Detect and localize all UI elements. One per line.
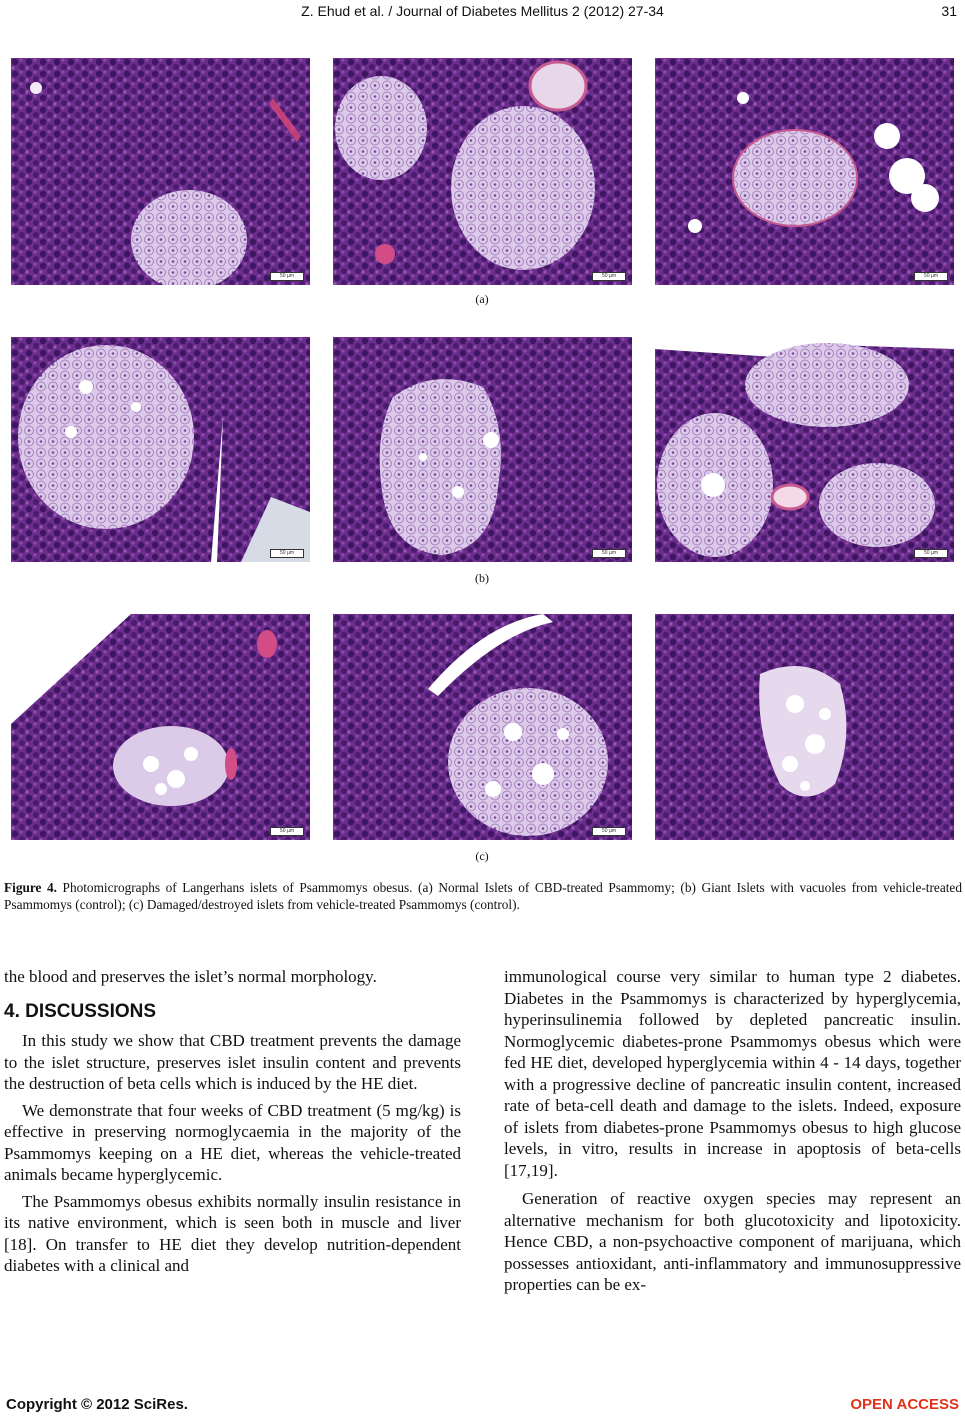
caption-text: Photomicrographs of Langerhans islets of Psammomys obesus. (a) Normal Islets of CBD-treated Psammomy; (b) Giant Islets with vacuoles from vehicle-treated Psammomys (control); (c) Damaged/destroyed islets from vehicle-treated Psammomys (control). <box>4 880 962 912</box>
figure-caption <box>4 879 962 913</box>
micrograph-normal-islet-icon <box>11 58 310 285</box>
scale-bar: 50 µm <box>270 272 304 281</box>
scale-bar: 50 µm <box>914 272 948 281</box>
paragraph: The Psammomys obesus exhibits normally insulin resistance in its native environment, which is seen both in muscle and liver [18]. On transfer to HE diet they develop nutrition-dependent diabetes with a clinical and <box>4 1191 461 1275</box>
open-access-label: OPEN ACCESS <box>850 1396 959 1413</box>
micrograph-normal-islet-icon <box>655 58 954 285</box>
micrograph-damaged-islet-icon <box>11 614 310 840</box>
micrograph-a1 <box>11 58 310 285</box>
micrograph-normal-islet-icon <box>333 58 632 285</box>
page-number: 31 <box>941 3 957 19</box>
panel-label-a: (a) <box>475 292 489 306</box>
paragraph: We demonstrate that four weeks of CBD treatment (5 mg/kg) is effective in preserving normoglycaemia in the majority of the Psammomys keeping on a HE diet, whereas the vehicle-treated animals became hyperglycemic. <box>4 1100 461 1184</box>
scale-bar: 50 µm <box>914 549 948 558</box>
micrograph-giant-islet-icon <box>333 337 632 562</box>
scale-bar: 50 µm <box>592 549 626 558</box>
micrograph-damaged-islet-icon <box>333 614 632 840</box>
caption-label: Figure 4. <box>4 880 57 895</box>
scale-bar: 50 µm <box>592 827 626 836</box>
panel-label-c: (c) <box>475 849 489 863</box>
running-title: Z. Ehud et al. / Journal of Diabetes Mellitus 2 (2012) 27-34 <box>301 3 664 19</box>
section-heading: 4. DISCUSSIONS <box>4 1000 157 1022</box>
micrograph-b1 <box>11 337 310 562</box>
micrograph-damaged-islet-icon <box>655 614 954 840</box>
running-header <box>0 3 965 23</box>
scale-bar: 50 µm <box>270 549 304 558</box>
micrograph-b2 <box>333 337 632 562</box>
paragraph: Generation of reactive oxygen species may represent an alternative mechanism for both glucotoxicity and lipotoxicity. Hence CBD, a non-psychoactive component of marijuana, which possesses antioxidant, anti-inflammatory and immunosuppressive properties can be ex- <box>504 1189 961 1294</box>
continued-paragraph: the blood and preserves the islet’s normal morphology. <box>4 967 377 986</box>
paragraph: immunological course very similar to human type 2 diabetes. Diabetes in the Psammomys is characterized by hyperglycemia, hyperinsulinemia followed by depleted pancreatic insulin. Normoglycemic diabetes-prone Psammomys obesus which were fed HE diet, developed hyperglycemia within 4 - 14 days, together with a progressive decline of pancreatic insulin content, increased rate of beta-cell death and damage to the islets. Indeed, exposure of islets from diabetes-prone Psammomys obesus to high glucose levels, in vitro, results in increase in apoptosis of beta-cells [17,19]. <box>504 967 961 1180</box>
micrograph-a2 <box>333 58 632 285</box>
panel-label-b: (b) <box>475 571 489 585</box>
micrograph-giant-islet-icon <box>655 337 954 562</box>
micrograph-c2 <box>333 614 632 840</box>
micrograph-giant-islet-icon <box>11 337 310 562</box>
scale-bar: 50 µm <box>592 272 626 281</box>
micrograph-c3 <box>655 614 954 840</box>
micrograph-a3 <box>655 58 954 285</box>
right-column <box>504 966 961 1296</box>
micrograph-c1 <box>11 614 310 840</box>
scale-bar: 50 µm <box>270 827 304 836</box>
paragraph: In this study we show that CBD treatment prevents the damage to the islet structure, preserves islet insulin content and prevents the destruction of beta cells which is induced by the HE diet. <box>4 1031 461 1093</box>
micrograph-b3 <box>655 337 954 562</box>
copyright: Copyright © 2012 SciRes. <box>6 1396 188 1413</box>
left-column <box>4 966 461 1277</box>
